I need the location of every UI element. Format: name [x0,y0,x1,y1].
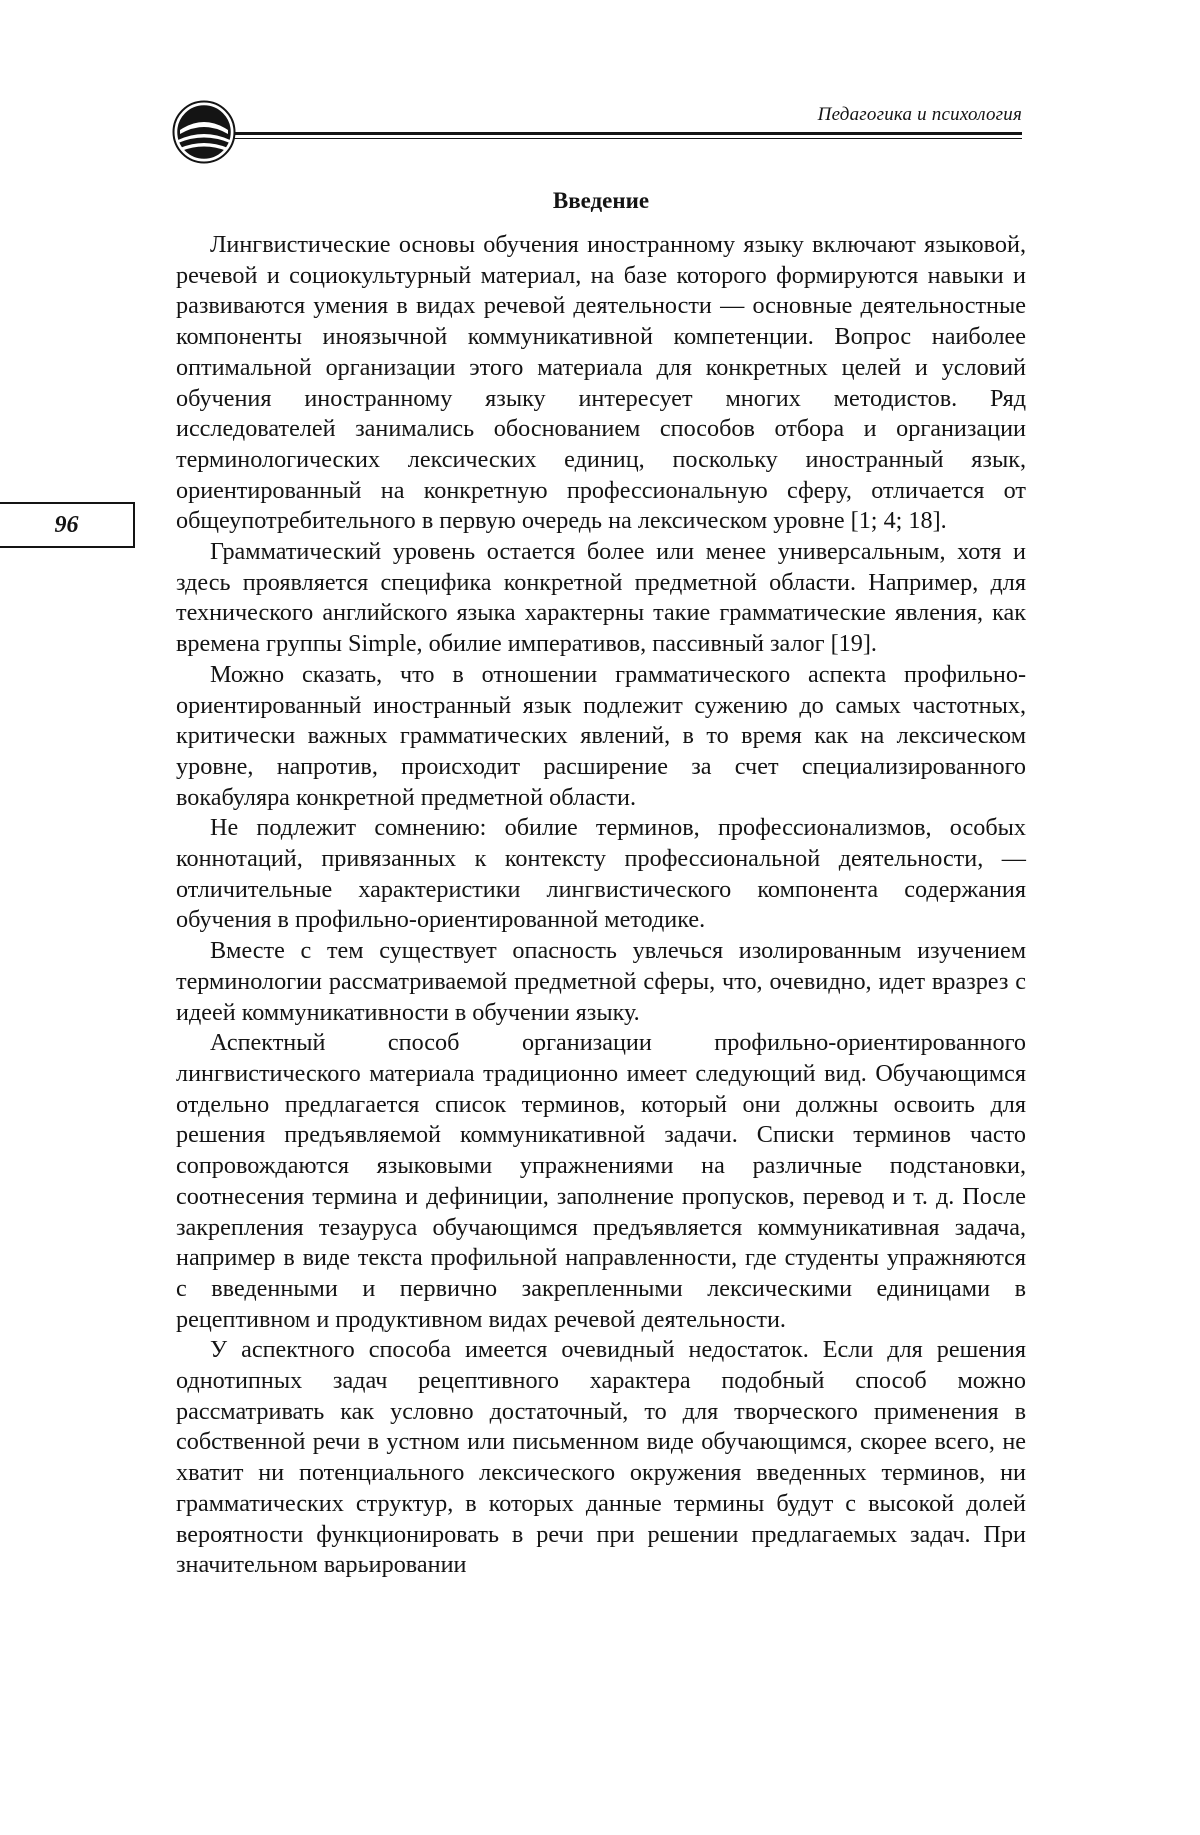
paragraph: Лингвистические основы обучения иностранному языку включают языковой, речевой и социокультурный материал, на базе которого формируются навыки и развиваются умения в видах речевой деятельности — основные деятельностные компоненты иноязычной коммуникативной компетенции. Вопрос наиболее оптимальной организации этого материала для конкретных целей и условий обучения иностранному языку интересует многих методистов. Ряд исследователей занимались обоснованием способов отбора и организации терминологических лексических единиц, поскольку иностранный язык, ориентированный на конкретную профессиональную сферу, отличается от общеупотребительного в первую очередь на лексическом уровне [1; 4; 18]. [176,231,1026,535]
running-head: Педагогика и психология [817,104,1022,125]
paragraph: Грамматический уровень остается более или менее универсальным, хотя и здесь проявляется специфика конкретной предметной области. Например, для технического английского языка характерны такие грамматические явления, как времена группы Simple, обилие императивов, пассивный залог [19]. [176,538,1026,658]
paragraph: Аспектный способ организации профильно-ориентированного лингвистического материала традиционно имеет следующий вид. Обучающимся отдельно предлагается список терминов, который они должны освоить для решения предъявляемой коммуникативной задачи. Списки терминов часто сопровождаются языковыми упражнениями на различные подстановки, соотнесения термина и дефиниции, заполнение пропусков, перевод и т. д. После закрепления тезауруса обучающимся предъявляется коммуникативная задача, например в виде текста профильной направленности, где студенты упражняются с введенными и первично закрепленными лексическими единицами в рецептивном и продуктивном видах речевой деятельности. [176,1029,1026,1333]
publisher-logo-icon [172,100,236,164]
paragraph: Можно сказать, что в отношении грамматического аспекта профильно-ориентированный иностранный язык подлежит сужению до самых частотных, критически важных грамматических явлений, в то время как на лексическом уровне, напротив, происходит расширение за счет специализированного вокабуляра конкретной предметной области. [176,660,1026,811]
paragraph: У аспектного способа имеется очевидный недостаток. Если для решения однотипных задач рецептивного характера подобный способ можно рассматривать как условно достаточный, то для творческого применения в собственной речи в устном или письменном виде обучающимся, скорее всего, не хватит ни потенциального лексического окружения введенных терминов, ни грамматических структур, в которых данные термины будут с высокой долей вероятности функционировать в речи при решении предлагаемых задач. При значительном варьировании [176,1336,1026,1579]
page-number-tab [0,502,135,548]
section-title: Введение [552,188,650,213]
body-text [176,230,1026,1581]
page-number: 96 [54,511,79,538]
header-rule [234,132,1022,141]
paragraph: Вместе с тем существует опасность увлечься изолированным изучением терминологии рассматриваемой предметной сферы, что, очевидно, идет вразрез с идеей коммуникативности в обучении языку. [176,937,1026,1026]
paragraph: Не подлежит сомнению: обилие терминов, профессионализмов, особых коннотаций, привязанных к контексту профессиональной деятельности, — отличительные характеристики лингвистического компонента содержания обучения в профильно-ориентированной методике. [176,814,1026,934]
